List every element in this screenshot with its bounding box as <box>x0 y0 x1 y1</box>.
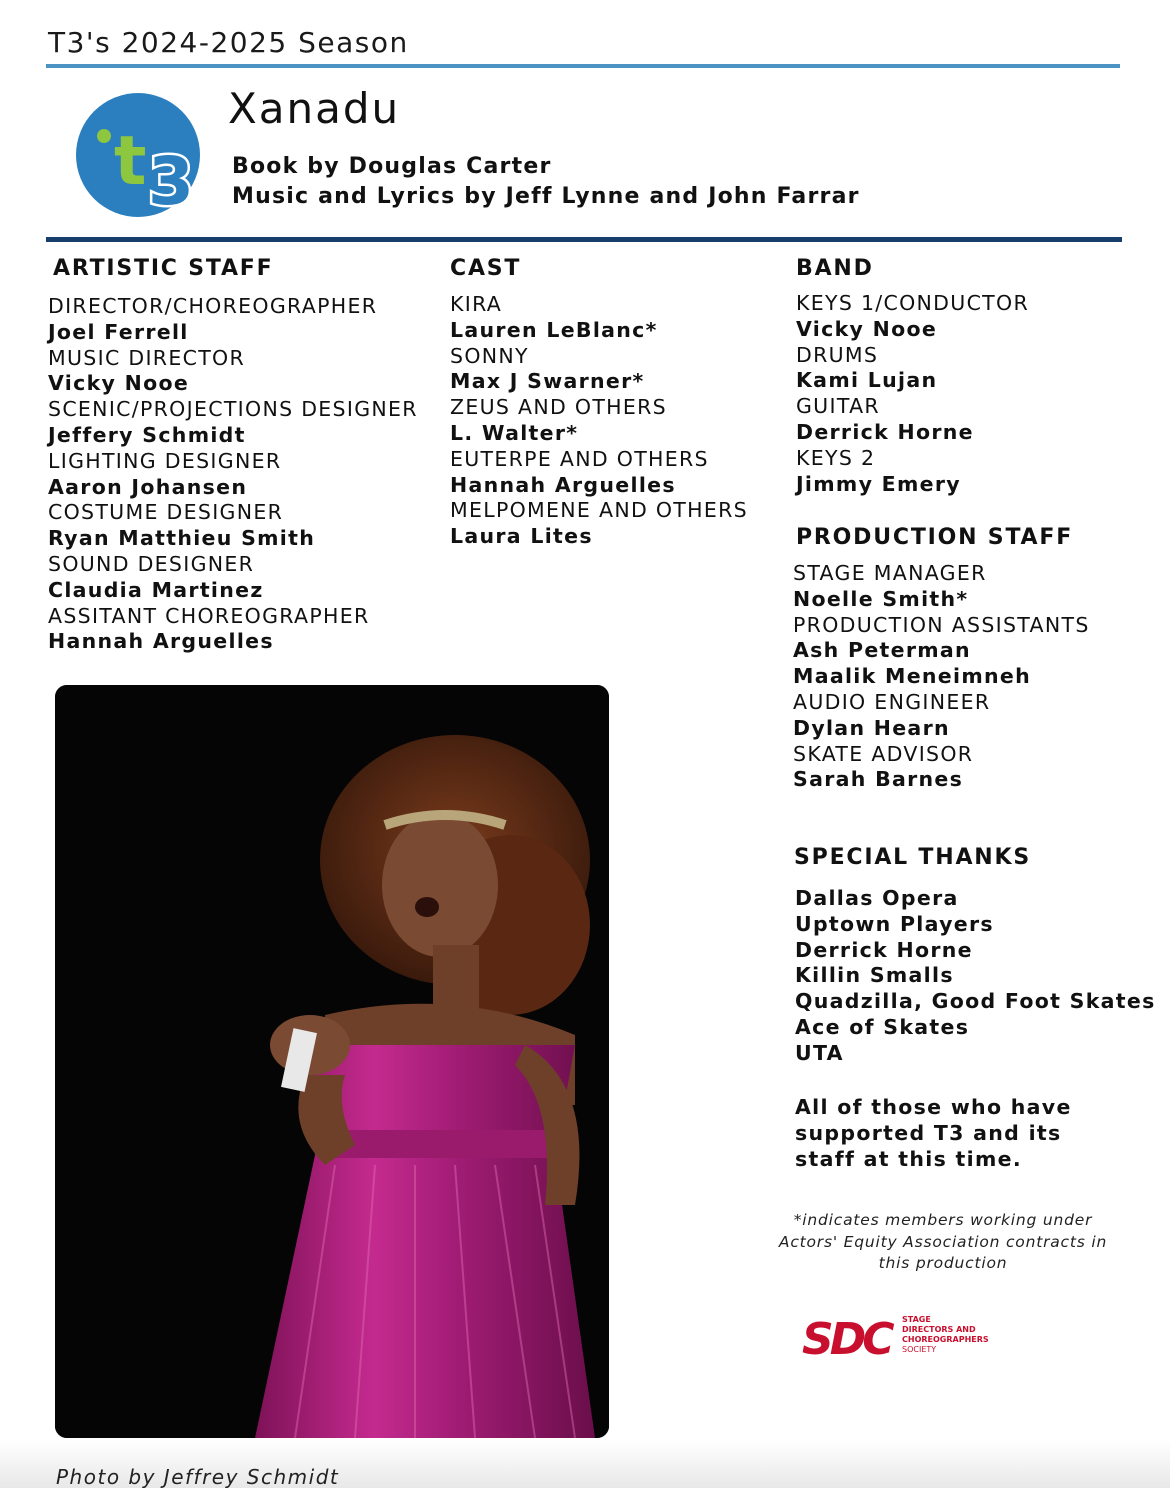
band-role: GUITAR <box>796 394 880 419</box>
supporters-note: All of those who have supported T3 and its staff at this time. <box>795 1095 1072 1171</box>
band-name: Vicky Nooe <box>796 316 938 341</box>
production-photo <box>55 685 609 1438</box>
cast-name: Lauren LeBlanc* <box>450 317 658 342</box>
performer-illustration <box>55 685 609 1438</box>
artistic-role: COSTUME DESIGNER <box>48 500 284 525</box>
band-name: Derrick Horne <box>796 419 974 444</box>
sdc-mark: SDC <box>802 1314 891 1362</box>
special-thanks-heading: SPECIAL THANKS <box>794 845 1031 870</box>
cast-heading: CAST <box>450 256 522 281</box>
band-role: DRUMS <box>796 342 879 367</box>
production-role: STAGE MANAGER <box>793 561 987 585</box>
cast-name: L. Walter* <box>450 420 579 445</box>
cast-role: ZEUS AND OTHERS <box>450 395 667 420</box>
artistic-staff-list <box>48 294 418 655</box>
cast-name: Max J Swarner* <box>450 369 645 394</box>
thanks-item: Dallas Opera <box>795 886 959 910</box>
artistic-name: Jeffery Schmidt <box>48 422 246 447</box>
band-name: Jimmy Emery <box>796 471 961 496</box>
artistic-role: LIGHTING DESIGNER <box>48 448 282 473</box>
production-staff-list <box>793 561 1090 793</box>
thanks-item: Killin Smalls <box>795 963 954 988</box>
artistic-staff-heading: ARTISTIC STAFF <box>53 256 274 281</box>
band-list <box>796 291 1029 497</box>
band-role: KEYS 2 <box>796 445 876 470</box>
production-name: Ash Peterman <box>793 638 971 663</box>
artistic-role: MUSIC DIRECTOR <box>48 345 246 370</box>
t3-logo <box>74 88 208 222</box>
show-title: Xanadu <box>228 84 401 133</box>
cast-name: Laura Lites <box>450 524 593 549</box>
artistic-role: SOUND DESIGNER <box>48 551 255 576</box>
book-credit: Book by Douglas Carter <box>232 154 552 179</box>
cast-role: KIRA <box>450 292 503 316</box>
sdc-line: SOCIETY <box>902 1345 937 1354</box>
artistic-name: Joel Ferrell <box>48 319 189 344</box>
production-name: Dylan Hearn <box>793 715 950 740</box>
cast-name: Hannah Arguelles <box>450 472 676 497</box>
photo-credit: Photo by Jeffrey Schmidt <box>56 1465 340 1489</box>
section-rule <box>46 237 1122 242</box>
thanks-item: Derrick Horne <box>795 937 973 962</box>
production-role: PRODUCTION ASSISTANTS <box>793 612 1090 637</box>
artistic-name: Claudia Martinez <box>48 577 264 602</box>
cast-list <box>450 292 748 550</box>
sdc-line: STAGE <box>902 1315 931 1324</box>
band-role: KEYS 1/CONDUCTOR <box>796 291 1029 315</box>
thanks-item: Ace of Skates <box>795 1014 970 1039</box>
show-credits <box>232 152 860 212</box>
top-rule <box>46 64 1120 68</box>
artistic-role: DIRECTOR/CHOREOGRAPHER <box>48 294 378 318</box>
band-name: Kami Lujan <box>796 368 938 393</box>
artistic-name: Aaron Johansen <box>48 474 248 499</box>
artistic-name: Ryan Matthieu Smith <box>48 526 316 551</box>
thanks-item: UTA <box>795 1040 844 1065</box>
production-name: Sarah Barnes <box>793 767 964 792</box>
equity-note: *indicates members working under Actors' Equity Association contracts in this production <box>778 1211 1108 1272</box>
cast-role: EUTERPE AND OTHERS <box>450 446 709 471</box>
cast-role: SONNY <box>450 343 529 368</box>
band-heading: BAND <box>796 256 874 281</box>
artistic-name: Vicky Nooe <box>48 371 190 396</box>
production-role: AUDIO ENGINEER <box>793 689 991 714</box>
production-name: Noelle Smith* <box>793 586 969 611</box>
sdc-line: DIRECTORS AND <box>902 1325 976 1334</box>
production-staff-heading: PRODUCTION STAFF <box>796 525 1074 550</box>
sdc-logo <box>800 1310 1000 1362</box>
artistic-name: Hannah Arguelles <box>48 629 274 654</box>
svg-text:t: t <box>114 122 147 201</box>
cast-role: MELPOMENE AND OTHERS <box>450 498 748 523</box>
production-role: SKATE ADVISOR <box>793 741 974 766</box>
thanks-item: Uptown Players <box>795 911 994 936</box>
sdc-line: CHOREOGRAPHERS <box>902 1335 989 1344</box>
special-thanks-list <box>795 886 1156 1067</box>
artistic-role: SCENIC/PROJECTIONS DESIGNER <box>48 397 418 422</box>
production-name: Maalik Meneimneh <box>793 664 1031 689</box>
music-credit: Music and Lyrics by Jeff Lynne and John Farrar <box>232 184 860 209</box>
thanks-item: Quadzilla, Good Foot Skates <box>795 989 1156 1014</box>
season-heading: T3's 2024-2025 Season <box>48 26 409 59</box>
artistic-role: ASSITANT CHOREOGRAPHER <box>48 603 370 628</box>
svg-text:3: 3 <box>148 143 194 220</box>
